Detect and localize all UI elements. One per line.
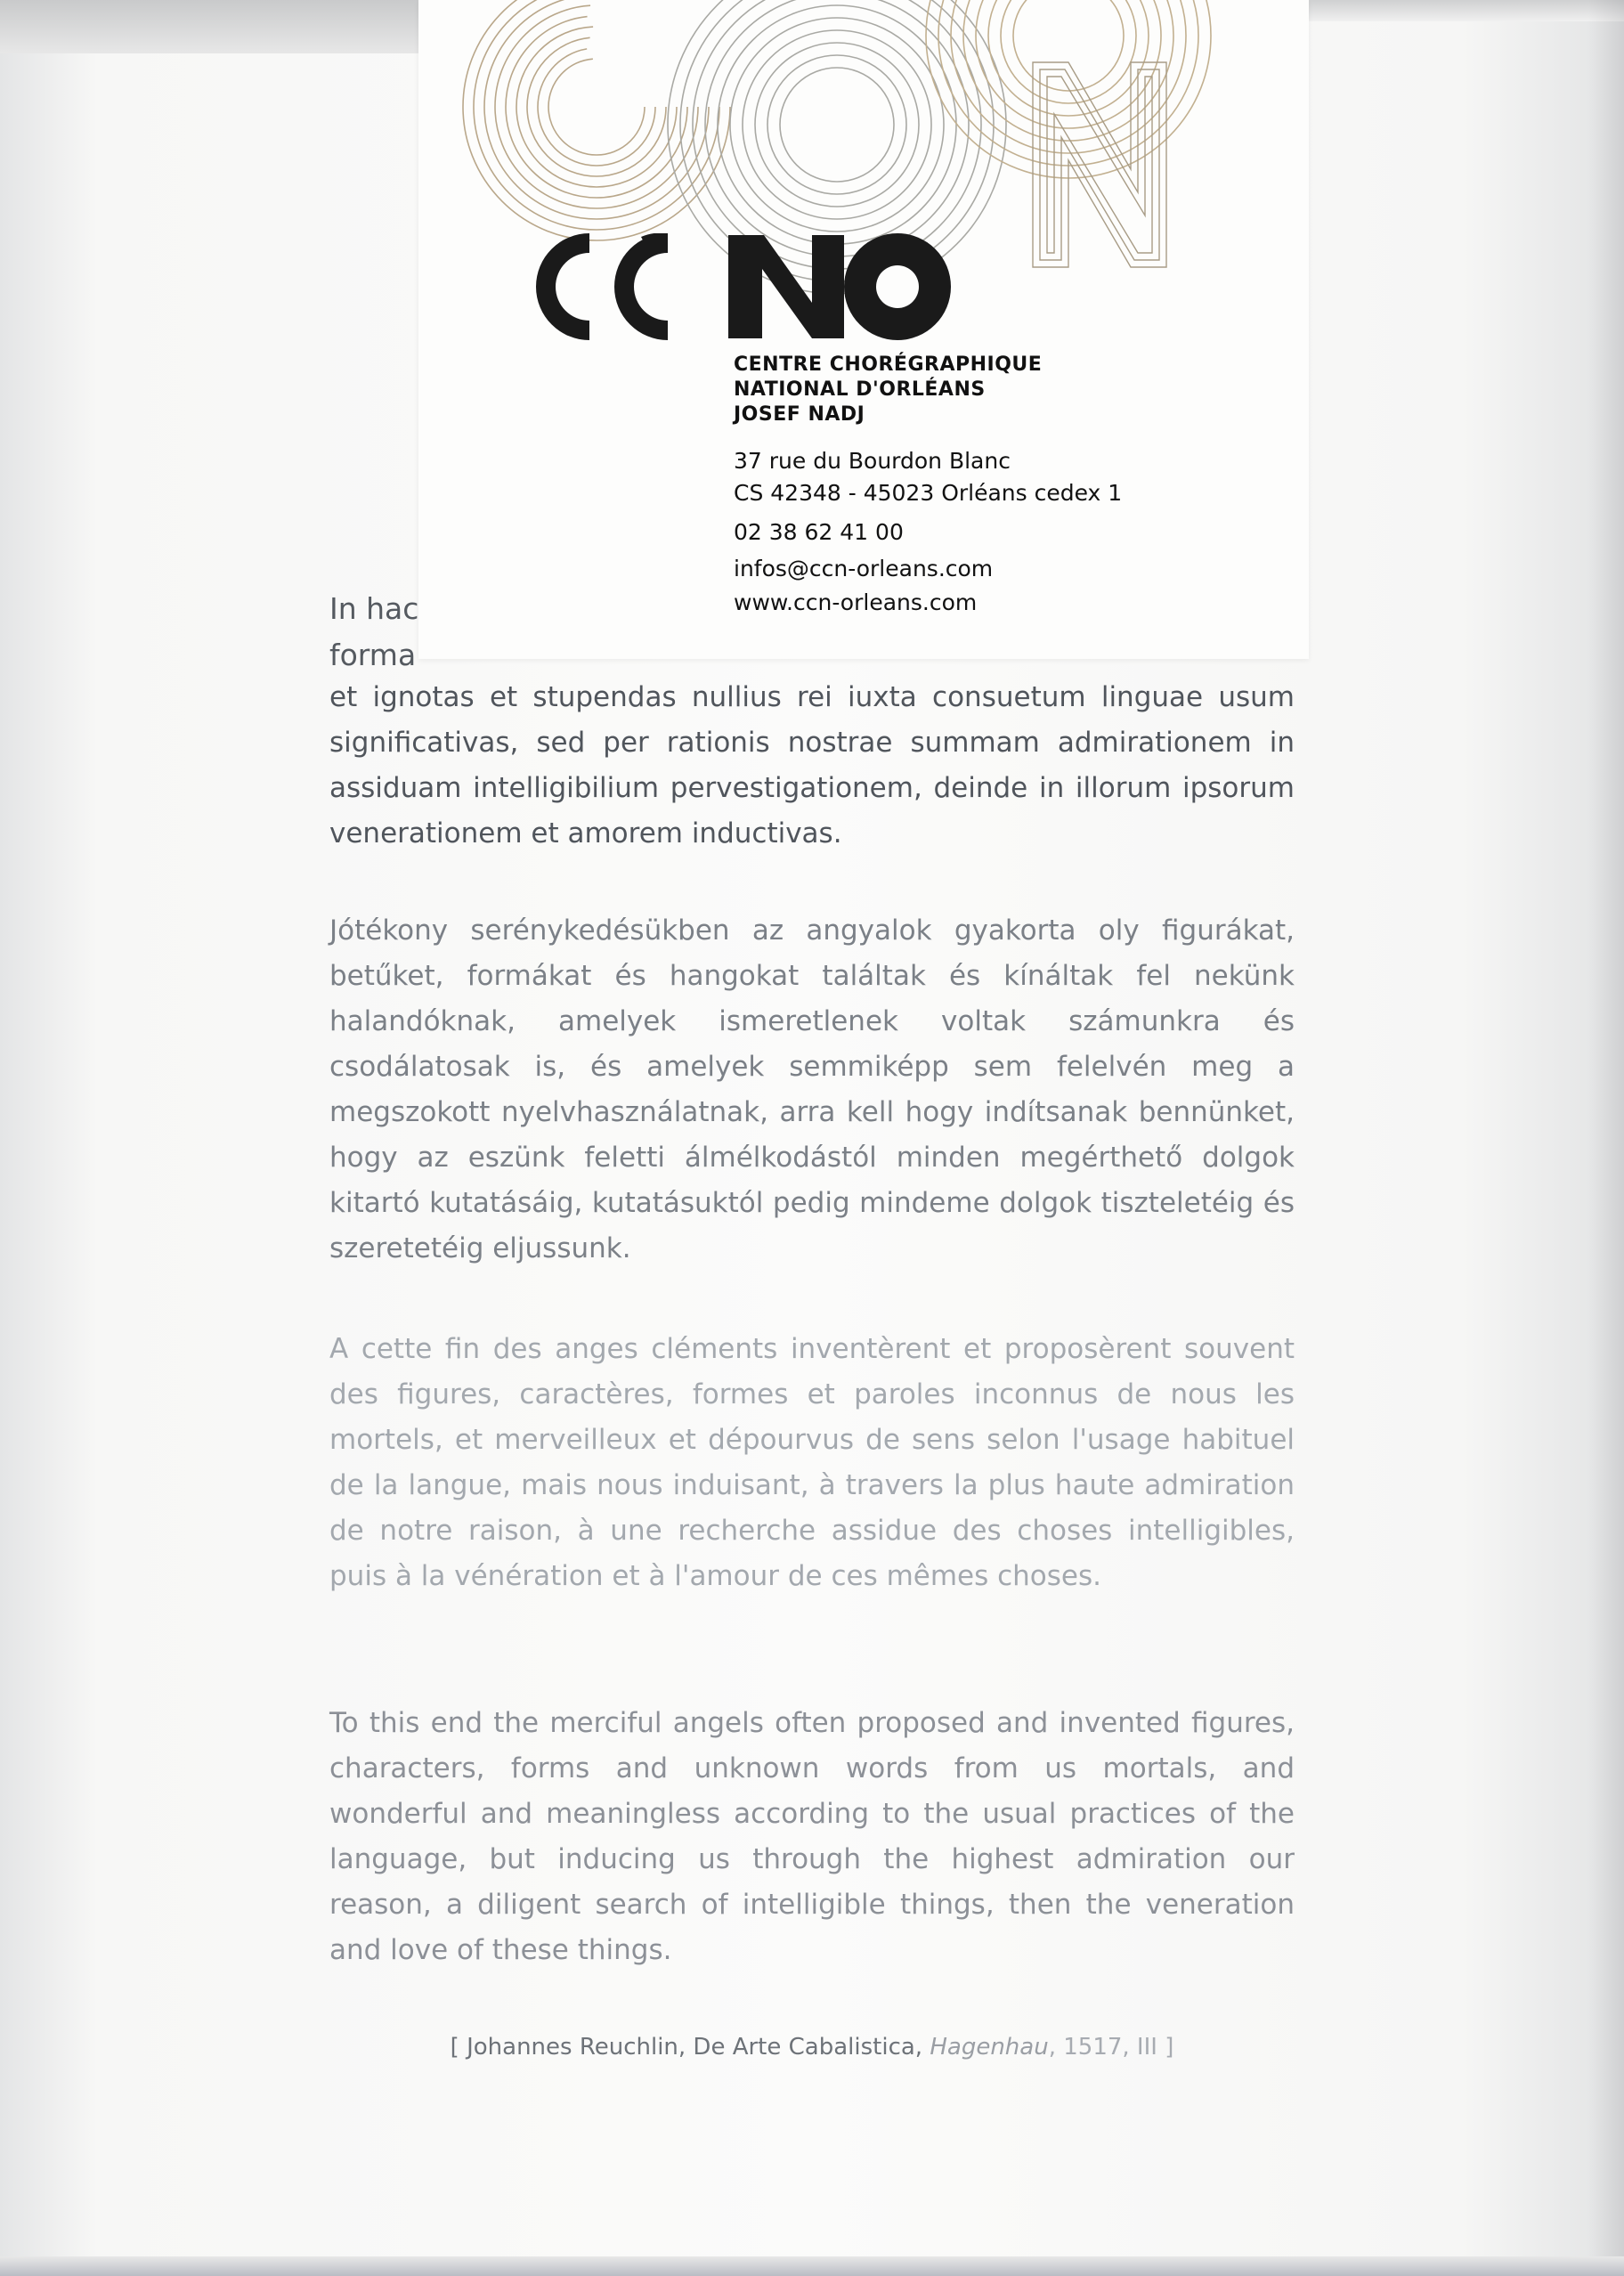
- logo-text: CCNO: [534, 233, 537, 234]
- director-name: JOSEF NADJ: [734, 403, 865, 426]
- email-address: infos@ccn-orleans.com: [734, 556, 994, 581]
- org-name-line1: CENTRE CHORÉGRAPHIQUE: [734, 354, 1043, 376]
- citation-place: Hagenhau: [930, 2034, 1049, 2061]
- paper-shadow-top-left: [0, 0, 418, 53]
- english-paragraph: To this end the merciful angels often proposed and invented figures, characters, forms and unknown words from us mortals, and wonderful and meaningless according to the usual practices of the language, but inducing us through the highest admiration our reason, a diligent search of intelligible things, then the veneration and love of these things.: [329, 1707, 1295, 1966]
- address-line2: CS 42348 - 45023 Orléans cedex 1: [734, 480, 1123, 506]
- deco-c-left: [463, 0, 730, 240]
- citation-author-work: Johannes Reuchlin, De Arte Cabalistica,: [467, 2034, 930, 2061]
- paper-shadow-bottom: [0, 2256, 1624, 2276]
- ccno-logo: [534, 233, 953, 340]
- latin-fragment-line2: forma: [329, 638, 417, 672]
- french-paragraph: A cette fin des anges cléments inventèrent et proposèrent souvent des figures, caractères, formes et paroles inconnus de nous les mortels, et merveilleux et dépourvus de sens selon l'usage habituel de la langue, mais nous induisant, à travers la plus haute admiration de notre raison, à une recherche assidue des choses intelligibles, puis à la vénération et à l'amour de ces mêmes choses.: [329, 1333, 1295, 1592]
- hungarian-paragraph: Jótékony serénykedésükben az angyalok gyakorta oly figurákat, betűket, formákat és hangokat találtak és kínáltak fel nekünk halandóknak, amelyek ismeretlenek voltak számunkra és csodálatosak is, és amelyek semmiképp sem felelvén meg a megszokott nyelvhasználatnak, arra kell hogy indítsanak bennünket, hogy az eszünk feletti álmélkodástól minden megérthető dolgok kitartó kutatásáig, kutatásuktól pedig mindeme dolgok tiszteletéig és szeretetéig eljussunk.: [329, 914, 1295, 1264]
- citation-rest: , 1517, III ]: [1048, 2034, 1174, 2061]
- paper-edge-right: [1588, 0, 1624, 2276]
- citation-open: [: [450, 2034, 467, 2061]
- website-url: www.ccn-orleans.com: [734, 589, 978, 615]
- paper-shadow-top-right: [1286, 0, 1624, 21]
- latin-fragment-line1: In hac: [329, 591, 419, 626]
- latin-paragraph: et ignotas et stupendas nullius rei iuxta consuetum linguae usum significativas, sed per rationis nostrae summam admirationem in assiduam intelligibilium pervestigationem, deinde in illorum ipsorum venerationem et amorem inductivas.: [329, 681, 1295, 849]
- phone-number: 02 38 62 41 00: [734, 519, 904, 545]
- org-name-line2: NATIONAL D'ORLÉANS: [734, 378, 986, 401]
- address-line1: 37 rue du Bourdon Blanc: [734, 448, 1011, 474]
- letterhead-contact-block: [734, 353, 1197, 620]
- citation: [0, 2034, 1624, 2061]
